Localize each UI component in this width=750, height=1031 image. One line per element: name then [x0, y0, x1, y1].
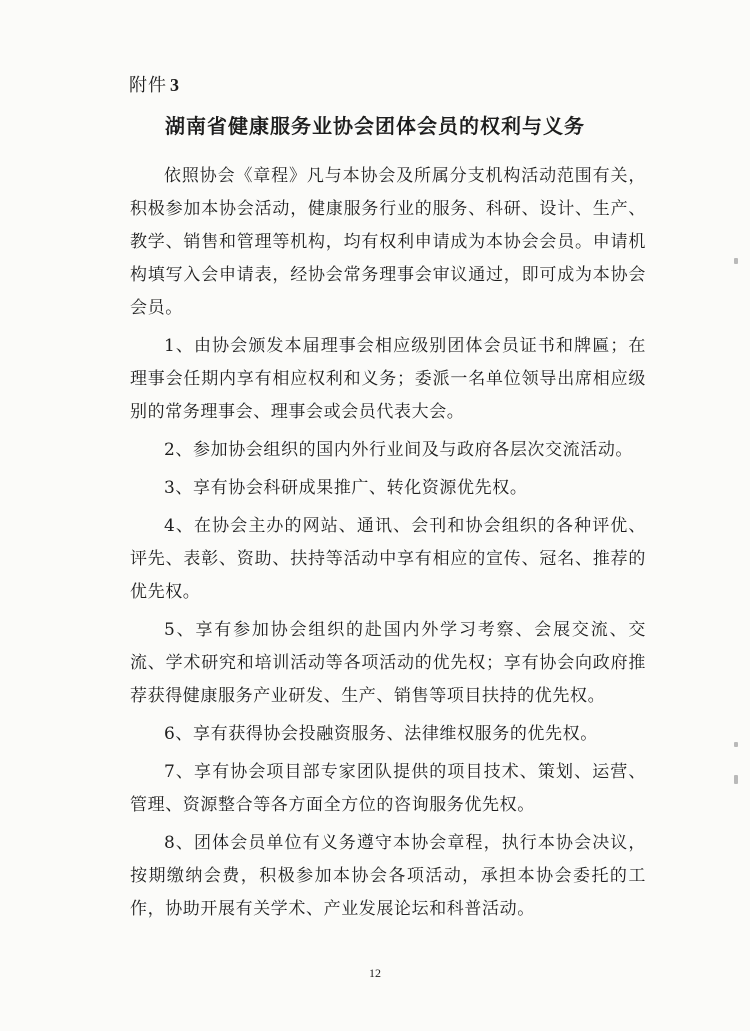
document-body [130, 160, 646, 931]
attachment-number: 3 [170, 75, 180, 95]
right-item-7: 7、享有协会项目部专家团队提供的项目技术、策划、运营、管理、资源整合等各方面全方位的咨询服务优先权。 [130, 762, 646, 815]
right-item-2: 2、参加协会组织的国内外行业间及与政府各层次交流活动。 [164, 440, 634, 460]
right-item-4: 4、在协会主办的网站、通讯、会刊和协会组织的各种评优、评先、表彰、资助、扶持等活动中享有相应的宣传、冠名、推荐的优先权。 [130, 516, 646, 602]
scan-margin-mark [734, 258, 738, 264]
document-title: 湖南省健康服务业协会团体会员的权利与义务 [165, 114, 585, 138]
right-item-6: 6、享有获得协会投融资服务、法律维权服务的优先权。 [164, 724, 598, 744]
right-item-5: 5、享有参加协会组织的赴国内外学习考察、会展交流、交流、学术研究和培训活动等各项活动的优先权；享有协会向政府推荐获得健康服务产业研发、生产、销售等项目扶持的优先权。 [130, 620, 646, 706]
scan-margin-mark [734, 742, 738, 747]
obligation-item-8: 8、团体会员单位有义务遵守本协会章程，执行本协会决议，按期缴纳会费，积极参加本协会各项活动，承担本协会委托的工作，协助开展有关学术、产业发展论坛和科普活动。 [130, 833, 646, 919]
intro-paragraph: 依照协会《章程》凡与本协会及所属分支机构活动范围有关，积极参加本协会活动，健康服务行业的服务、科研、设计、生产、教学、销售和管理等机构，均有权利申请成为本协会会员。申请机构填写入会申请表，经协会常务理事会审议通过，即可成为本协会会员。 [130, 166, 646, 318]
right-item-3: 3、享有协会科研成果推广、转化资源优先权。 [164, 478, 528, 498]
page-number: 12 [369, 966, 381, 980]
scan-margin-mark [734, 775, 738, 784]
right-item-1: 1、由协会颁发本届理事会相应级别团体会员证书和牌匾；在理事会任期内享有相应权利和义务；委派一名单位领导出席相应级别的常务理事会、理事会或会员代表大会。 [130, 336, 646, 422]
attachment-label [129, 71, 180, 97]
attachment-text: 附件 [129, 75, 167, 96]
